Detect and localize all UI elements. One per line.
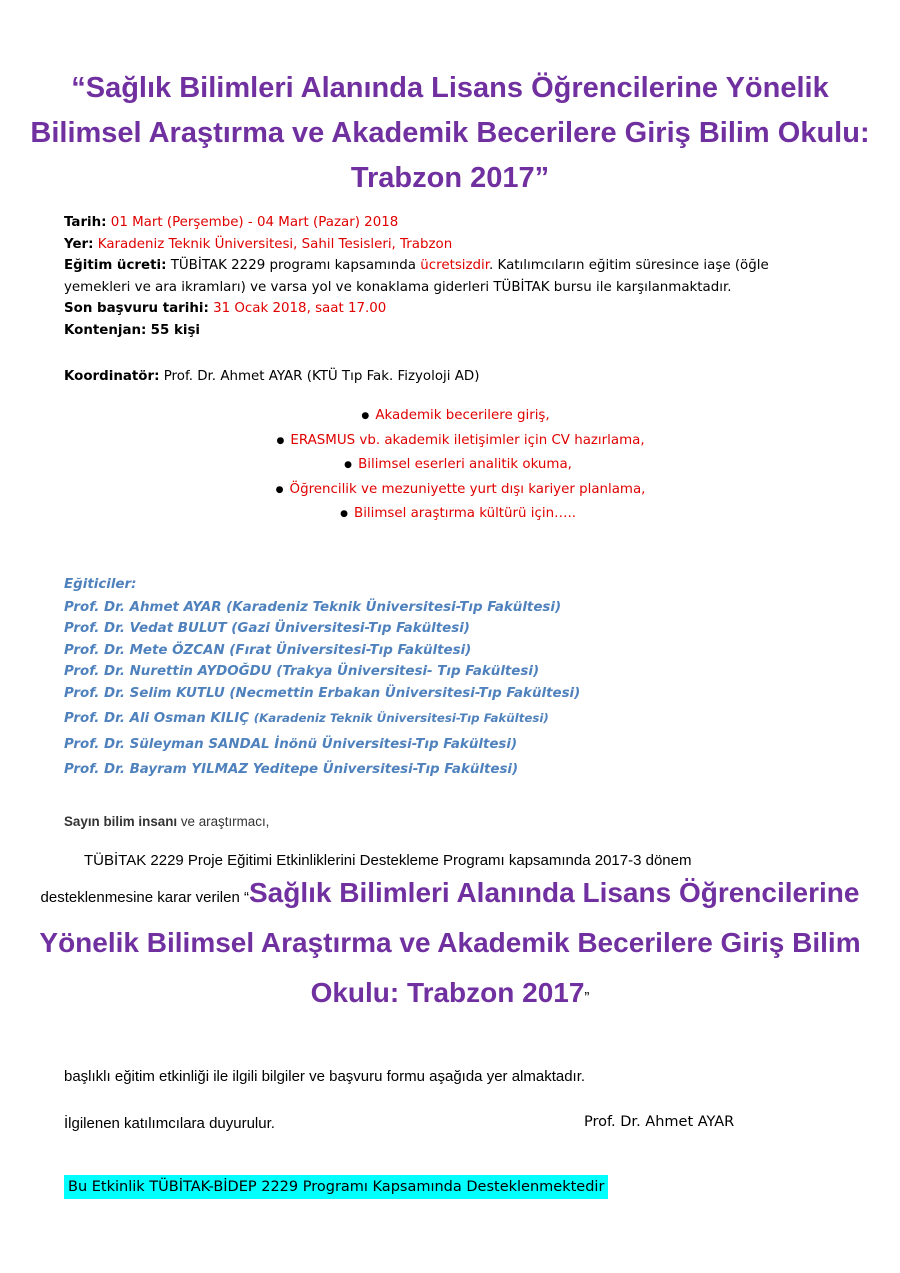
trainer-item: Prof. Dr. Selim KUTLU (Necmettin Erbakan Üniversitesi-Tıp Fakültesi) xyxy=(64,685,581,701)
quota-label: Kontenjan: xyxy=(64,322,147,338)
trainer-item: Prof. Dr. Mete ÖZCAN (Fırat Üniversitesi-Tıp Fakültesi) xyxy=(64,642,472,658)
fee-row-continued: yemekleri ve ara ikramları) ve varsa yol ve konaklama giderleri TÜBİTAK bursu ile karşılanmaktadır. xyxy=(64,279,732,295)
bullet-icon: ● xyxy=(340,509,348,519)
letter-lead-text: desteklenmesine karar verilen “ xyxy=(40,889,249,906)
page-title: “Sağlık Bilimleri Alanında Lisans Öğrencilerine Yönelik Bilimsel Araştırma ve Akademik Becerilere Giriş Bilim Okulu: Trabzon 2017” xyxy=(30,72,870,194)
quota-value: 55 kişi xyxy=(150,322,201,338)
trainer-name: Prof. Dr. Ali Osman KILIÇ xyxy=(64,711,250,726)
trainer-item: Prof. Dr. Ahmet AYAR (Karadeniz Teknik Üniversitesi-Tıp Fakültesi) xyxy=(64,599,562,615)
event-info xyxy=(64,212,864,341)
bullet-icon: ● xyxy=(344,460,352,470)
trainers-heading: Eğiticiler: xyxy=(64,577,137,592)
coordinator-row xyxy=(64,366,864,387)
place-value: Karadeniz Teknik Üniversitesi, Sahil Tesisleri, Trabzon xyxy=(97,236,453,252)
trainers-section xyxy=(64,574,884,781)
fee-label: Eğitim ücreti: xyxy=(64,258,167,273)
signature: Prof. Dr. Ahmet AYAR xyxy=(584,1114,735,1130)
trainer-item: Prof. Dr. Bayram YILMAZ Yeditepe Üniversitesi-Tıp Fakültesi) xyxy=(64,762,519,777)
letter-closing-quote: ” xyxy=(584,989,590,1006)
list-item: ● Bilimsel eserleri analitik okuma, xyxy=(0,453,900,478)
greeting-bold: Sayın bilim insanı xyxy=(64,814,178,829)
coordinator-value: Prof. Dr. Ahmet AYAR (KTÜ Tıp Fak. Fizyoloji AD) xyxy=(163,369,480,384)
support-note: Bu Etkinlik TÜBİTAK-BİDEP 2229 Programı Kapsamında Desteklenmektedir xyxy=(64,1175,608,1199)
trainer-item: Prof. Dr. Nurettin AYDOĞDU (Trakya Üniversitesi- Tıp Fakültesi) xyxy=(64,664,540,679)
letter-line-1: TÜBİTAK 2229 Proje Eğitimi Etkinliklerini Destekleme Programı kapsamında 2017-3 dönem xyxy=(84,852,692,869)
fee-text-post: . Katılımcıların eğitim süresince iaşe (öğle xyxy=(489,258,769,273)
trainer-item xyxy=(64,708,884,730)
place-row xyxy=(64,234,864,256)
fee-free-text: ücretsizdir xyxy=(420,258,490,273)
letter-title-paragraph xyxy=(30,870,870,1020)
bullet-icon: ● xyxy=(276,435,285,446)
announcement: İlgilenen katılımcılara duyurulur. xyxy=(64,1115,275,1132)
list-item: ● Öğrencilik ve mezuniyette yurt dışı kariyer planlama, xyxy=(0,478,900,503)
place-label: Yer: xyxy=(64,236,94,252)
quota-row xyxy=(64,320,864,342)
date-label: Tarih: xyxy=(64,215,107,230)
letter-event-title: Sağlık Bilimleri Alanında Lisans Öğrencilerine Yönelik Bilimsel Araştırma ve Akademik Becerilere Giriş Bilim Okulu: Trabzon 2017 xyxy=(39,877,861,1008)
date-value: 01 Mart (Perşembe) - 04 Mart (Pazar) 2018 xyxy=(110,215,399,230)
letter-line-3: başlıklı eğitim etkinliği ile ilgili bilgiler ve başvuru formu aşağıda yer almaktadır. xyxy=(64,1068,586,1085)
coordinator-label: Koordinatör: xyxy=(64,369,160,384)
topics-list xyxy=(0,404,900,527)
trainer-affiliation: (Karadeniz Teknik Üniversitesi-Tıp Fakültesi) xyxy=(253,711,549,725)
bullet-icon: ● xyxy=(275,484,284,495)
date-row xyxy=(64,212,864,234)
bullet-icon: ● xyxy=(361,411,370,421)
deadline-value: 31 Ocak 2018, saat 17.00 xyxy=(213,301,387,316)
deadline-row xyxy=(64,298,864,320)
fee-row xyxy=(64,255,864,277)
list-item: ● Akademik becerilere giriş, xyxy=(0,404,900,429)
trainer-item: Prof. Dr. Süleyman SANDAL İnönü Üniversitesi-Tıp Fakültesi) xyxy=(64,736,518,752)
greeting xyxy=(64,814,269,829)
list-item: ● Bilimsel araştırma kültürü için….. xyxy=(0,502,900,527)
trainer-item: Prof. Dr. Vedat BULUT (Gazi Üniversitesi-Tıp Fakültesi) xyxy=(64,621,470,636)
deadline-label: Son başvuru tarihi: xyxy=(64,301,209,316)
list-item: ● ERASMUS vb. akademik iletişimler için CV hazırlama, xyxy=(0,429,900,454)
fee-text-pre: TÜBİTAK 2229 programı kapsamında xyxy=(170,258,416,273)
greeting-rest: ve araştırmacı, xyxy=(177,814,270,829)
